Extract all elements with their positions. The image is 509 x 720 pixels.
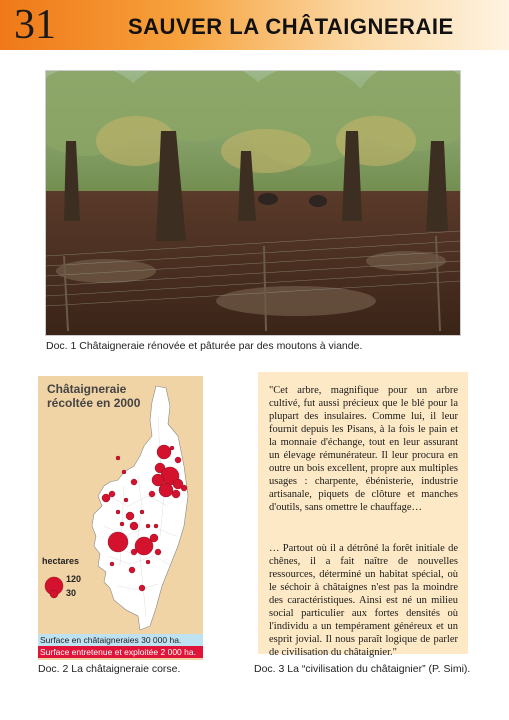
legend-value-big: 120: [66, 574, 82, 584]
surface-exploited-bar: Surface entretenue et exploitée 2 000 ha.: [38, 646, 203, 658]
corsica-map: [38, 376, 203, 634]
chestnut-grove-photo: [45, 70, 461, 336]
map-title: Châtaigneraie récoltée en 2000: [47, 382, 141, 410]
doc3-caption: Doc. 3 La “civilisation du châtaignier” (P. Simi).: [254, 663, 471, 675]
corsica-map-panel: [38, 376, 203, 660]
page-title: SAUVER LA CHÂTAIGNERAIE: [128, 14, 454, 39]
doc1-caption: Doc. 1 Châtaigneraie rénovée et pâturée par des moutons à viande.: [46, 340, 363, 352]
doc2-caption: Doc. 2 La châtaigneraie corse.: [38, 663, 181, 675]
legend-unit: hectares: [42, 556, 80, 566]
page-number: 31: [14, 2, 56, 48]
quote-paragraph-2: … Partout où il a détrôné la forêt initiale de chênes, il a fait naître de nouvelles ressources, déterminé un habitat spécial, où le séchoir à châtaignes n'est pas la moindre des caractéristiques. Ainsi est né un milieu social particulier aux fortes densités où l'individu a un tempérament généreux et un esprit jovial. Il nous paraît logique de parler de civilisation du châtaignier.": [269, 543, 458, 658]
legend-circle-30: [50, 590, 58, 598]
quote-box: [258, 372, 468, 658]
quote-paragraph-1: "Cet arbre, magnifique pour un arbre cultivé, fut aussi précieux que le blé pour la plupart des insulaires. Comme lui, il leur fournit depuis les Pisans, à la fois le pain et la monnaie d'échange, tout en leur assurant un élevage rémunérateur. Il leur procura en outre un bois excellent, propre aux multiples usages : charpente, ébénisterie, industrie artisanale, piquets de clôture et manches d'outils, sans omettre le chauffage…: [269, 385, 458, 513]
legend-value-small: 30: [66, 588, 77, 598]
surface-total-bar: Surface en châtaigneraies 30 000 ha.: [38, 634, 203, 646]
page-header: [0, 0, 509, 50]
